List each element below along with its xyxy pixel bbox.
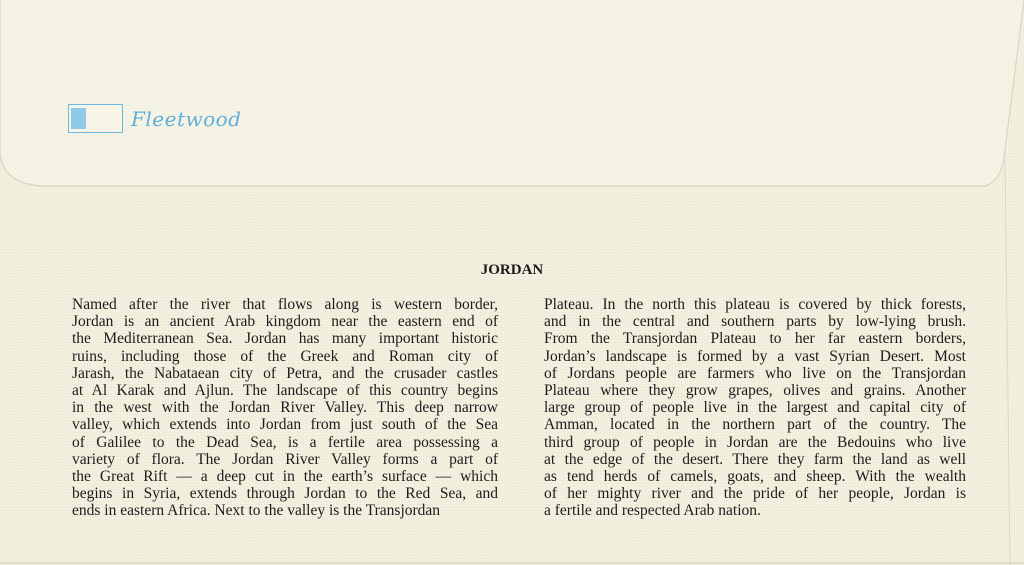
text-line: at the edge of the desert. There they farm the land as well [544, 450, 966, 468]
fleetwood-logo [68, 104, 242, 133]
text-line: Jordan is an ancient Arab kingdom near the eastern end of [72, 313, 498, 331]
text-line: Named after the river that flows along is western border, [72, 296, 498, 313]
text-line: third group of people in Jordan are the Bedouins who live [544, 433, 966, 451]
text-line: variety of flora. The Jordan River Valley forms a part of [72, 450, 498, 468]
text-line: Jarash, the Nabataean city of Petra, and the crusader castles [72, 364, 498, 382]
text-line: as tend herds of camels, goats, and sheep. With the wealth [544, 468, 966, 486]
text-line: at Al Karak and Ajlun. The landscape of this country begins [72, 382, 498, 400]
text-line: Amman, located in the northern part of the country. The [544, 416, 966, 434]
text-line: large group of people live in the largest and capital city of [544, 399, 966, 417]
left-column [72, 296, 498, 520]
right-column [544, 296, 966, 520]
text-line: in the west with the Jordan River Valley. This deep narrow [72, 399, 498, 417]
text-line: a fertile and respected Arab nation. [544, 502, 761, 520]
text-line: and in the central and southern parts by low-lying brush. [544, 313, 966, 331]
logo-emblem-icon [68, 104, 123, 133]
logo-brand-text: Fleetwood [131, 106, 242, 131]
text-line: the Great Rift — a deep cut in the earth’s surface — which [72, 468, 498, 486]
text-line: ruins, including those of the Greek and Roman city of [72, 347, 498, 365]
article-title: JORDAN [480, 262, 544, 278]
text-line: the Mediterranean Sea. Jordan has many important historic [72, 330, 498, 348]
text-line: ends in eastern Africa. Next to the valley is the Transjordan [72, 502, 441, 520]
text-line: begins in Syria, extends through Jordan to the Red Sea, and [72, 485, 498, 503]
text-line: of her mighty river and the pride of her people, Jordan is [544, 485, 966, 503]
text-line: Plateau. In the north this plateau is covered by thick forests, [544, 296, 966, 313]
text-line: of Galilee to the Dead Sea, is a fertile area possessing a [72, 433, 498, 451]
text-line: Jordan’s landscape is formed by a vast Syrian Desert. Most [544, 347, 966, 365]
text-line: valley, which extends into Jordan from just south of the Sea [72, 416, 498, 434]
text-line: of Jordans people are farmers who live on the Transjordan [544, 364, 966, 382]
text-line: From the Transjordan Plateau to her far eastern borders, [544, 330, 966, 348]
text-line: Plateau where they grow grapes, olives and grains. Another [544, 382, 966, 400]
